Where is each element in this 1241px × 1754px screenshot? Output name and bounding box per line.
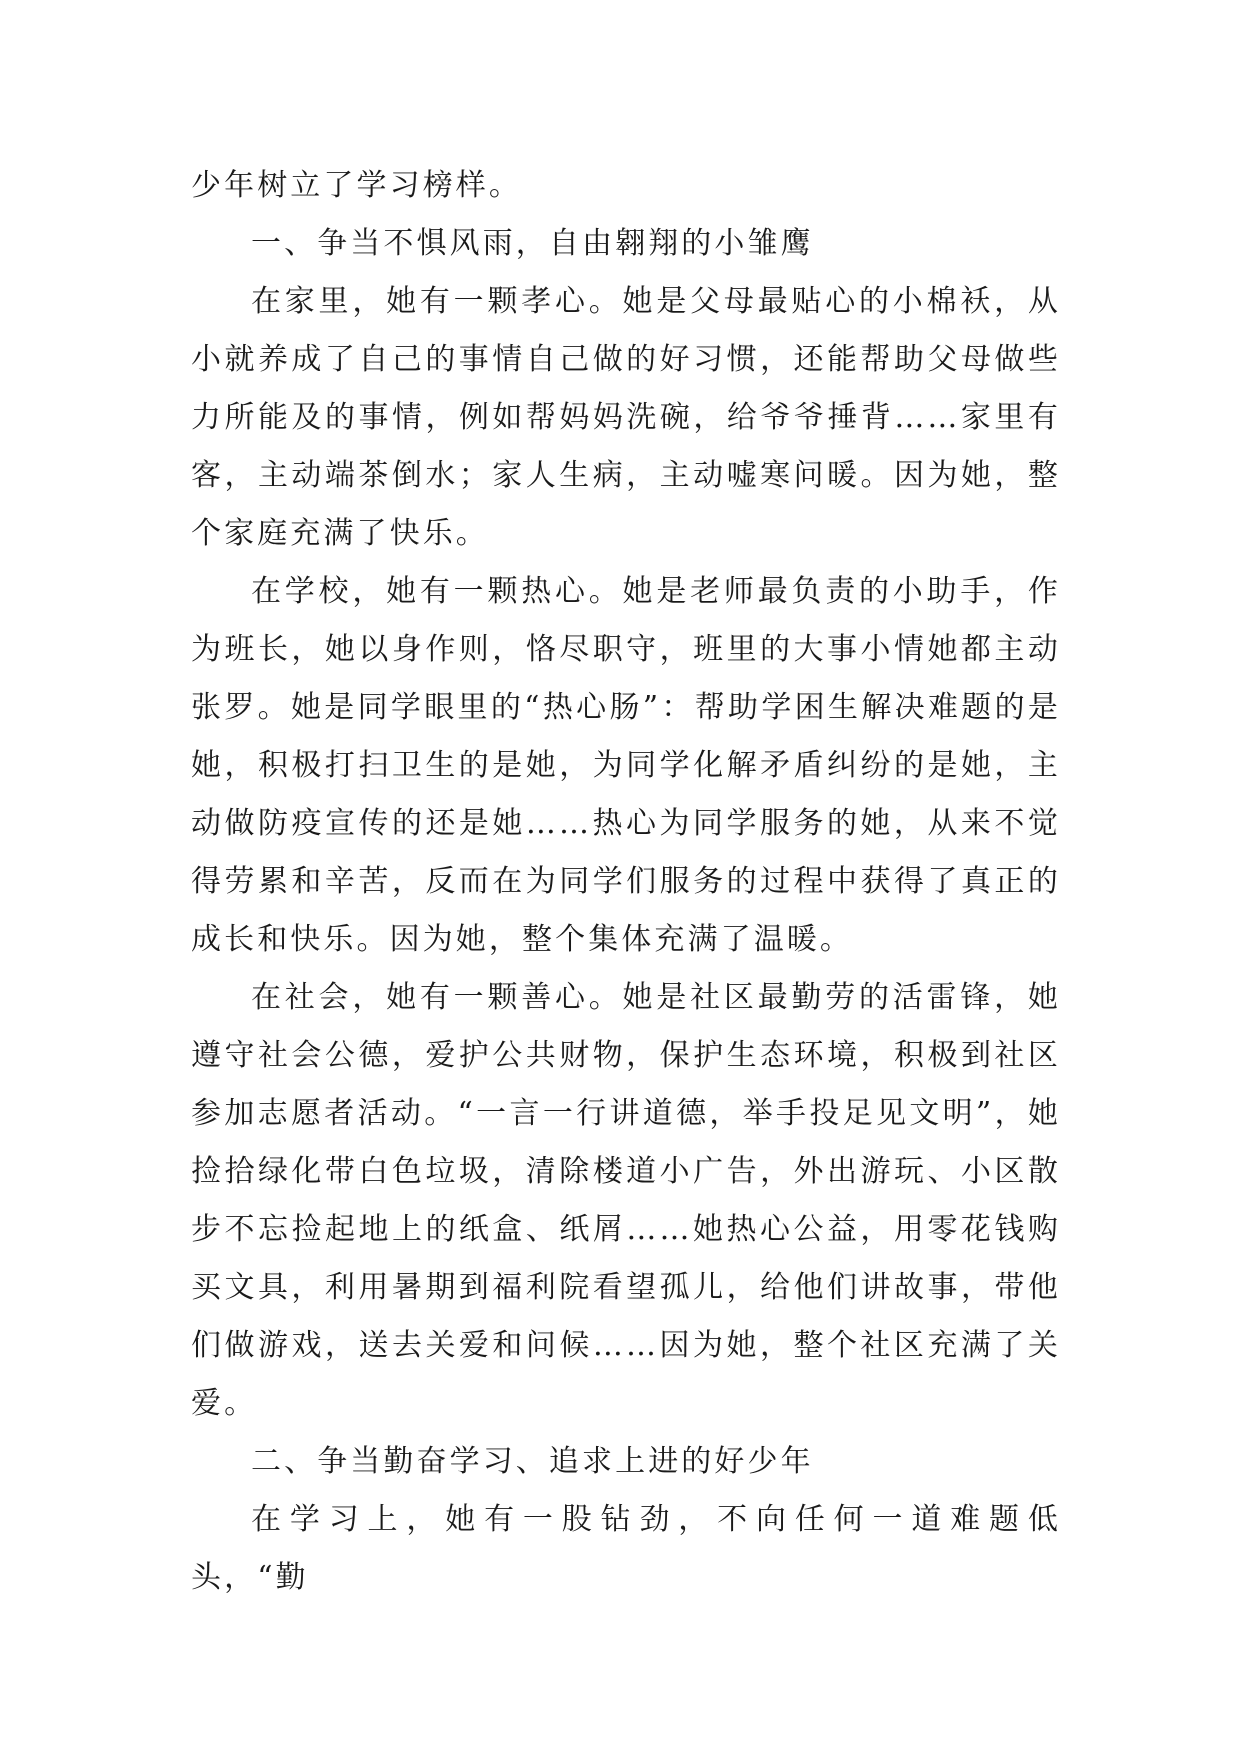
body-paragraph-home: 在家里，她有一颗孝心。她是父母最贴心的小棉袄，从小就养成了自己的事情自己做的好习惯，还能帮助父母做些力所能及的事情，例如帮妈妈洗碗，给爷爷捶背……家里有客，主动端茶倒水；家人生病，主动嘘寒问暖。因为她，整个家庭充满了快乐。 (191, 284, 1061, 551)
body-paragraph-study: 在学习上，她有一股钻劲，不向任何一道难题低头，“勤 (191, 1502, 1061, 1595)
document-body (191, 157, 1061, 1607)
body-paragraph-society: 在社会，她有一颗善心。她是社区最勤劳的活雷锋，她遵守社会公德，爱护公共财物，保护生态环境，积极到社区参加志愿者活动。“一言一行讲道德，举手投足见文明”，她捡拾绿化带白色垃圾，清除楼道小广告，外出游玩、小区散步不忘捡起地上的纸盒、纸屑……她热心公益，用零花钱购买文具，利用暑期到福利院看望孤儿，给他们讲故事，带他们做游戏，送去关爱和问候……因为她，整个社区充满了关爱。 (191, 980, 1061, 1421)
section-heading-1: 一、争当不惧风雨，自由翱翔的小雏鹰 (251, 226, 814, 261)
body-paragraph-school: 在学校，她有一颗热心。她是老师最负责的小助手，作为班长，她以身作则，恪尽职守，班里的大事小情她都主动张罗。她是同学眼里的“热心肠”：帮助学困生解决难题的是她，积极打扫卫生的是她，为同学化解矛盾纠纷的是她，主动做防疫宣传的还是她……热心为同学服务的她，从来不觉得劳累和辛苦，反而在为同学们服务的过程中获得了真正的成长和快乐。因为她，整个集体充满了温暖。 (191, 574, 1061, 957)
section-heading-2: 二、争当勤奋学习、追求上进的好少年 (251, 1444, 814, 1479)
continuation-paragraph: 少年树立了学习榜样。 (191, 168, 522, 203)
